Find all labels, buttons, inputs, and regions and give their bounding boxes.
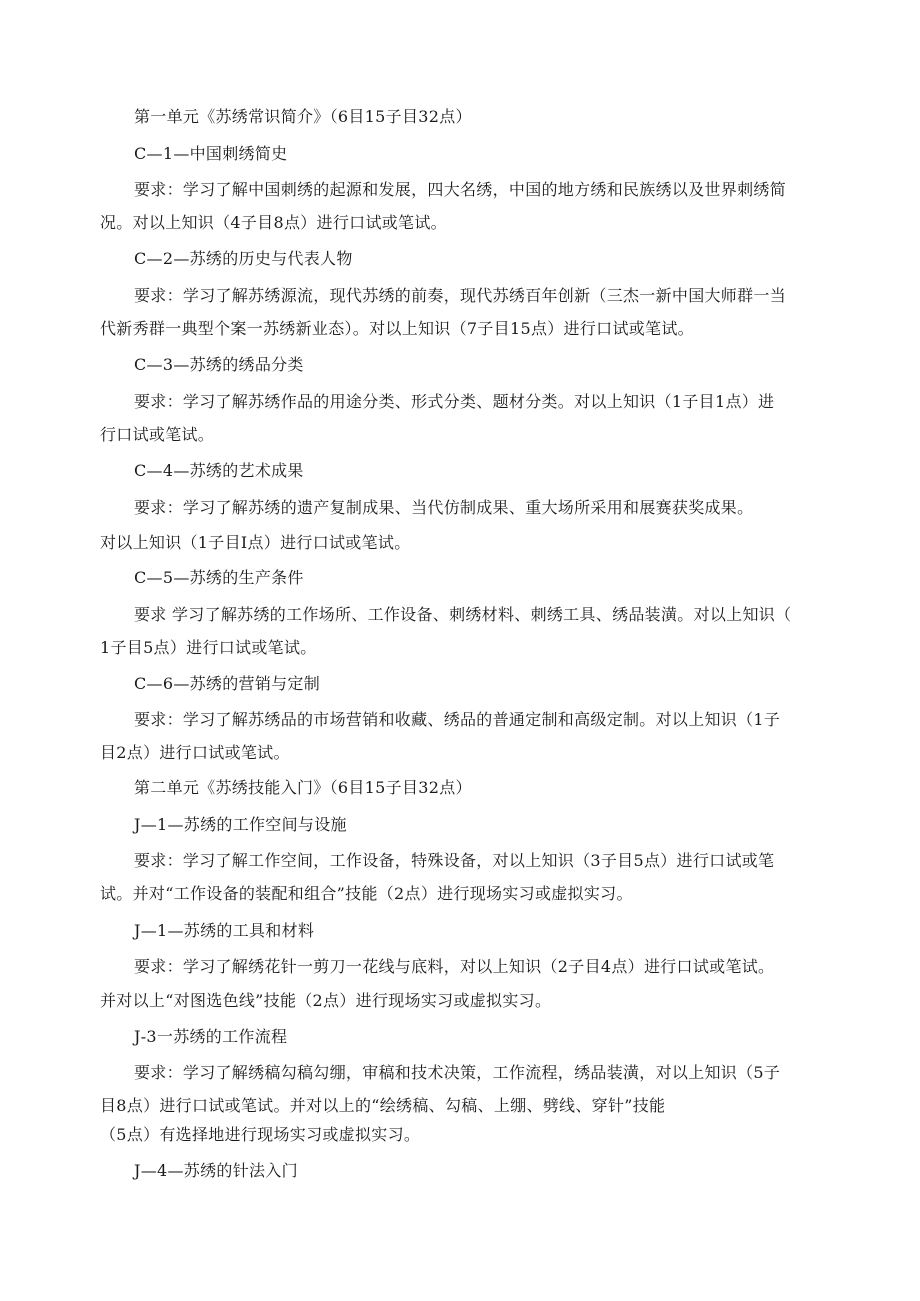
requirement-text: 要求：学习了解苏绣品的市场营销和收藏、绣品的普通定制和高级定制。对以上知识（1子 [134,710,781,729]
unit-two-heading: 第二单元《苏绣技能入门》（6目15子目32点） [134,778,472,797]
requirement-text-continued: 目8点）进行口试或笔试。并对以上的“绘绣稿、勾稿、上绷、劈线、穿针”技能 [100,1096,666,1115]
section-heading-j1b: J—1—苏绣的工具和材料 [134,921,315,940]
section-heading-j3: J-3一苏绣的工作流程 [134,1027,288,1046]
requirement-text-continued: 试。并对“工作设备的装配和组合”技能（2点）进行现场实习或虚拟实习。 [100,884,633,903]
requirement-text: 要求：学习了解中国刺绣的起源和发展，四大名绣，中国的地方绣和民族绣以及世界刺绣简 [134,180,787,199]
section-heading-c6: C—6—苏绣的营销与定制 [134,674,321,693]
requirement-text-continued: 并对以上“对图选色线”技能（2点）进行现场实习或虚拟实习。 [100,991,552,1010]
requirement-text: 要求：学习了解苏绣作品的用途分类、形式分类、题材分类。对以上知识（1子目1点）进 [134,392,775,411]
requirement-text-continued: 目2点）进行口试或笔试。 [100,743,290,762]
section-heading-c2: C—2—苏绣的历史与代表人物 [134,249,353,268]
section-heading-j4: J—4—苏绣的针法入门 [134,1161,298,1180]
requirement-text-continued: 代新秀群一典型个案一苏绣新业态）。对以上知识（7子目15点）进行口试或笔试。 [100,319,694,338]
requirement-text: 要求：学习了解苏绣的遗产复制成果、当代仿制成果、重大场所采用和展赛获奖成果。 [134,498,754,517]
requirement-text: 要求：学习了解绣稿勾稿勾绷，审稿和技术决策，工作流程，绣品装潢，对以上知识（5子 [134,1063,781,1082]
requirement-text-continued: （5点）有选择地进行现场实习或虚拟实习。 [100,1125,421,1144]
requirement-text-continued: 行口试或笔试。 [100,425,215,444]
requirement-text: 要求：学习了解绣花针一剪刀一花线与底料，对以上知识（2子目4点）进行口试或笔试。 [134,957,775,976]
section-heading-c1: C—1—中国刺绣简史 [134,144,288,163]
requirement-text: 要求：学习了解苏绣源流，现代苏绣的前奏，现代苏绣百年创新（三杰一新中国大师群一当 [134,286,787,305]
requirement-text-continued: 况。对以上知识（4子目8点）进行口试或笔试。 [100,213,447,232]
requirement-text: 要求 学习了解苏绣的工作场所、工作设备、刺绣材料、刺绣工具、绣品装潢。对以上知识（ [134,605,792,624]
unit-one-heading: 第一单元《苏绣常识简介》（6目15子目32点） [134,107,472,126]
section-heading-c4: C—4—苏绣的艺术成果 [134,461,304,480]
requirement-text: 要求：学习了解工作空间，工作设备，特殊设备，对以上知识（3子目5点）进行口试或笔 [134,851,775,870]
section-heading-c5: C—5—苏绣的生产条件 [134,568,304,587]
requirement-text-continued: 对以上知识（1子目I点）进行口试或笔试。 [100,533,411,552]
section-heading-j1: J—1—苏绣的工作空间与设施 [134,815,347,834]
section-heading-c3: C—3—苏绣的绣品分类 [134,355,304,374]
requirement-text-continued: 1子目5点）进行口试或笔试。 [100,638,317,657]
